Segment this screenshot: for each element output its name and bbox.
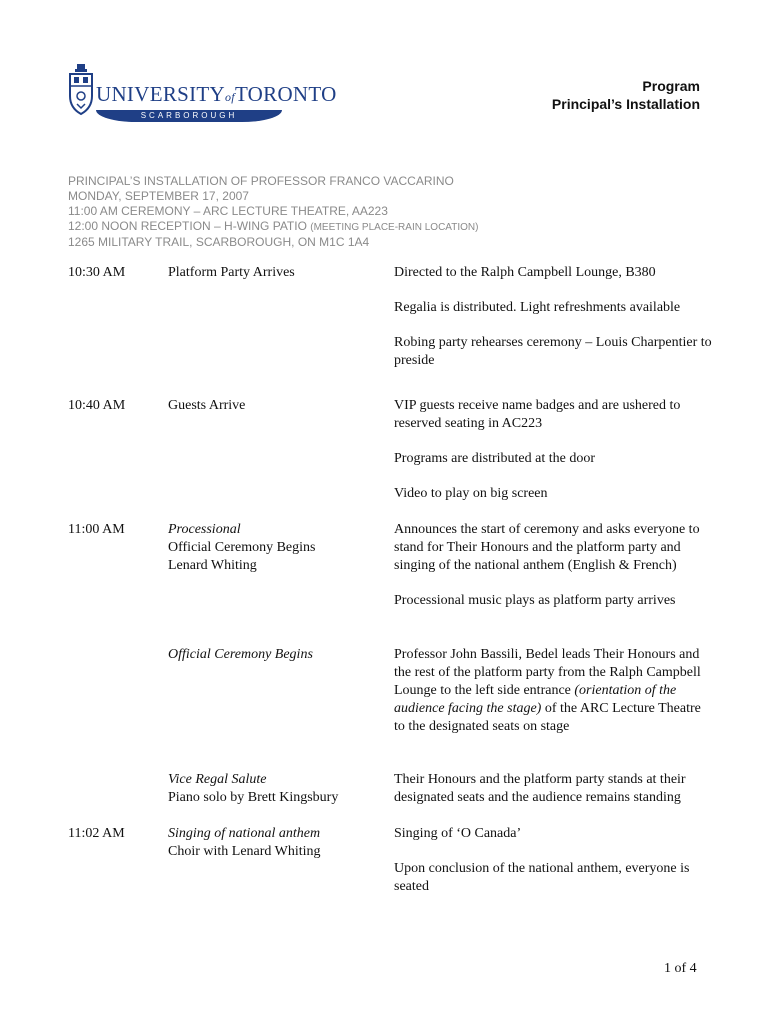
schedule-row — [68, 397, 718, 521]
schedule-event — [168, 521, 388, 575]
schedule-row — [68, 646, 718, 771]
schedule-event — [168, 771, 388, 807]
schedule-row — [68, 264, 718, 397]
detail-item: Video to play on big screen — [394, 486, 548, 501]
event-line: Lenard Whiting — [168, 558, 257, 573]
schedule-time: 10:30 AM — [68, 265, 126, 280]
event-info-title: PRINCIPAL’S INSTALLATION OF PROFESSOR FRANCO VACCARINO — [68, 174, 454, 188]
event-title-italic: Processional — [168, 522, 241, 537]
campus-band: SCARBOROUGH — [96, 110, 282, 122]
detail-item: Processional music plays as platform party arrives — [394, 593, 676, 608]
event-info-ceremony: 11:00 AM CEREMONY – ARC LECTURE THEATRE, AA223 — [68, 204, 388, 218]
schedule-row — [68, 771, 718, 825]
event-title-italic: Singing of national anthem — [168, 826, 321, 841]
event-info — [68, 174, 478, 250]
detail-item: Upon conclusion of the national anthem, everyone is seated — [394, 861, 690, 894]
event-info-reception: 12:00 NOON RECEPTION – H-WING PATIO (MEETING PLACE-RAIN LOCATION) — [68, 219, 479, 233]
schedule-event: Guests Arrive — [168, 398, 246, 413]
event-info-address: 1265 MILITARY TRAIL, SCARBOROUGH, ON M1C 1A4 — [68, 235, 370, 249]
event-line: Official Ceremony Begins — [168, 540, 316, 555]
schedule-row — [68, 825, 718, 905]
schedule-details — [394, 825, 714, 896]
event-title-italic: Vice Regal Salute — [168, 772, 267, 787]
schedule-event — [168, 646, 388, 664]
detail-item: Announces the start of ceremony and asks everyone to stand for Their Honours and the platform party and singing of the national anthem (English & French) — [394, 522, 700, 573]
schedule — [68, 264, 718, 905]
title-line-installation: Principal’s Installation — [551, 96, 700, 112]
page-number: 1 of 4 — [664, 961, 697, 976]
document-title — [552, 77, 700, 113]
detail-item: Robing party rehearses ceremony – Louis Charpentier to preside — [394, 335, 712, 368]
schedule-event — [168, 825, 388, 861]
event-line: Choir with Lenard Whiting — [168, 844, 321, 859]
schedule-time: 11:00 AM — [68, 522, 125, 537]
detail-item: Regalia is distributed. Light refreshments available — [394, 300, 681, 315]
detail-item: Directed to the Ralph Campbell Lounge, B380 — [394, 265, 656, 280]
university-logo — [68, 62, 337, 124]
schedule-details — [394, 397, 714, 503]
schedule-event: Platform Party Arrives — [168, 265, 295, 280]
schedule-details — [394, 771, 714, 807]
detail-item: Singing of ‘O Canada’ — [394, 826, 522, 841]
detail-item: VIP guests receive name badges and are ushered to reserved seating in AC223 — [394, 398, 681, 431]
event-info-date: MONDAY, SEPTEMBER 17, 2007 — [68, 189, 249, 203]
schedule-details — [394, 264, 714, 370]
event-title-italic: Official Ceremony Begins — [168, 647, 313, 662]
detail-item: Their Honours and the platform party stands at their designated seats and the audience remains standing — [394, 772, 686, 805]
university-name: UNIVERSITYofTORONTO — [96, 82, 337, 106]
schedule-details — [394, 521, 714, 610]
schedule-time: 11:02 AM — [68, 826, 125, 841]
detail-item: Programs are distributed at the door — [394, 451, 596, 466]
event-line: Piano solo by Brett Kingsbury — [168, 790, 339, 805]
title-line-program: Program — [642, 78, 700, 94]
schedule-row — [68, 521, 718, 646]
schedule-time: 10:40 AM — [68, 398, 126, 413]
schedule-details — [394, 646, 714, 736]
detail-item: Professor John Bassili, Bedel leads Their Honours and the rest of the platform party from the Ralph Campbell Lounge to the left side entrance (orientation of the audience facing the stage) of the ARC Lecture Theatre to the designated seats on stage — [394, 647, 701, 734]
crest-icon — [68, 62, 94, 120]
